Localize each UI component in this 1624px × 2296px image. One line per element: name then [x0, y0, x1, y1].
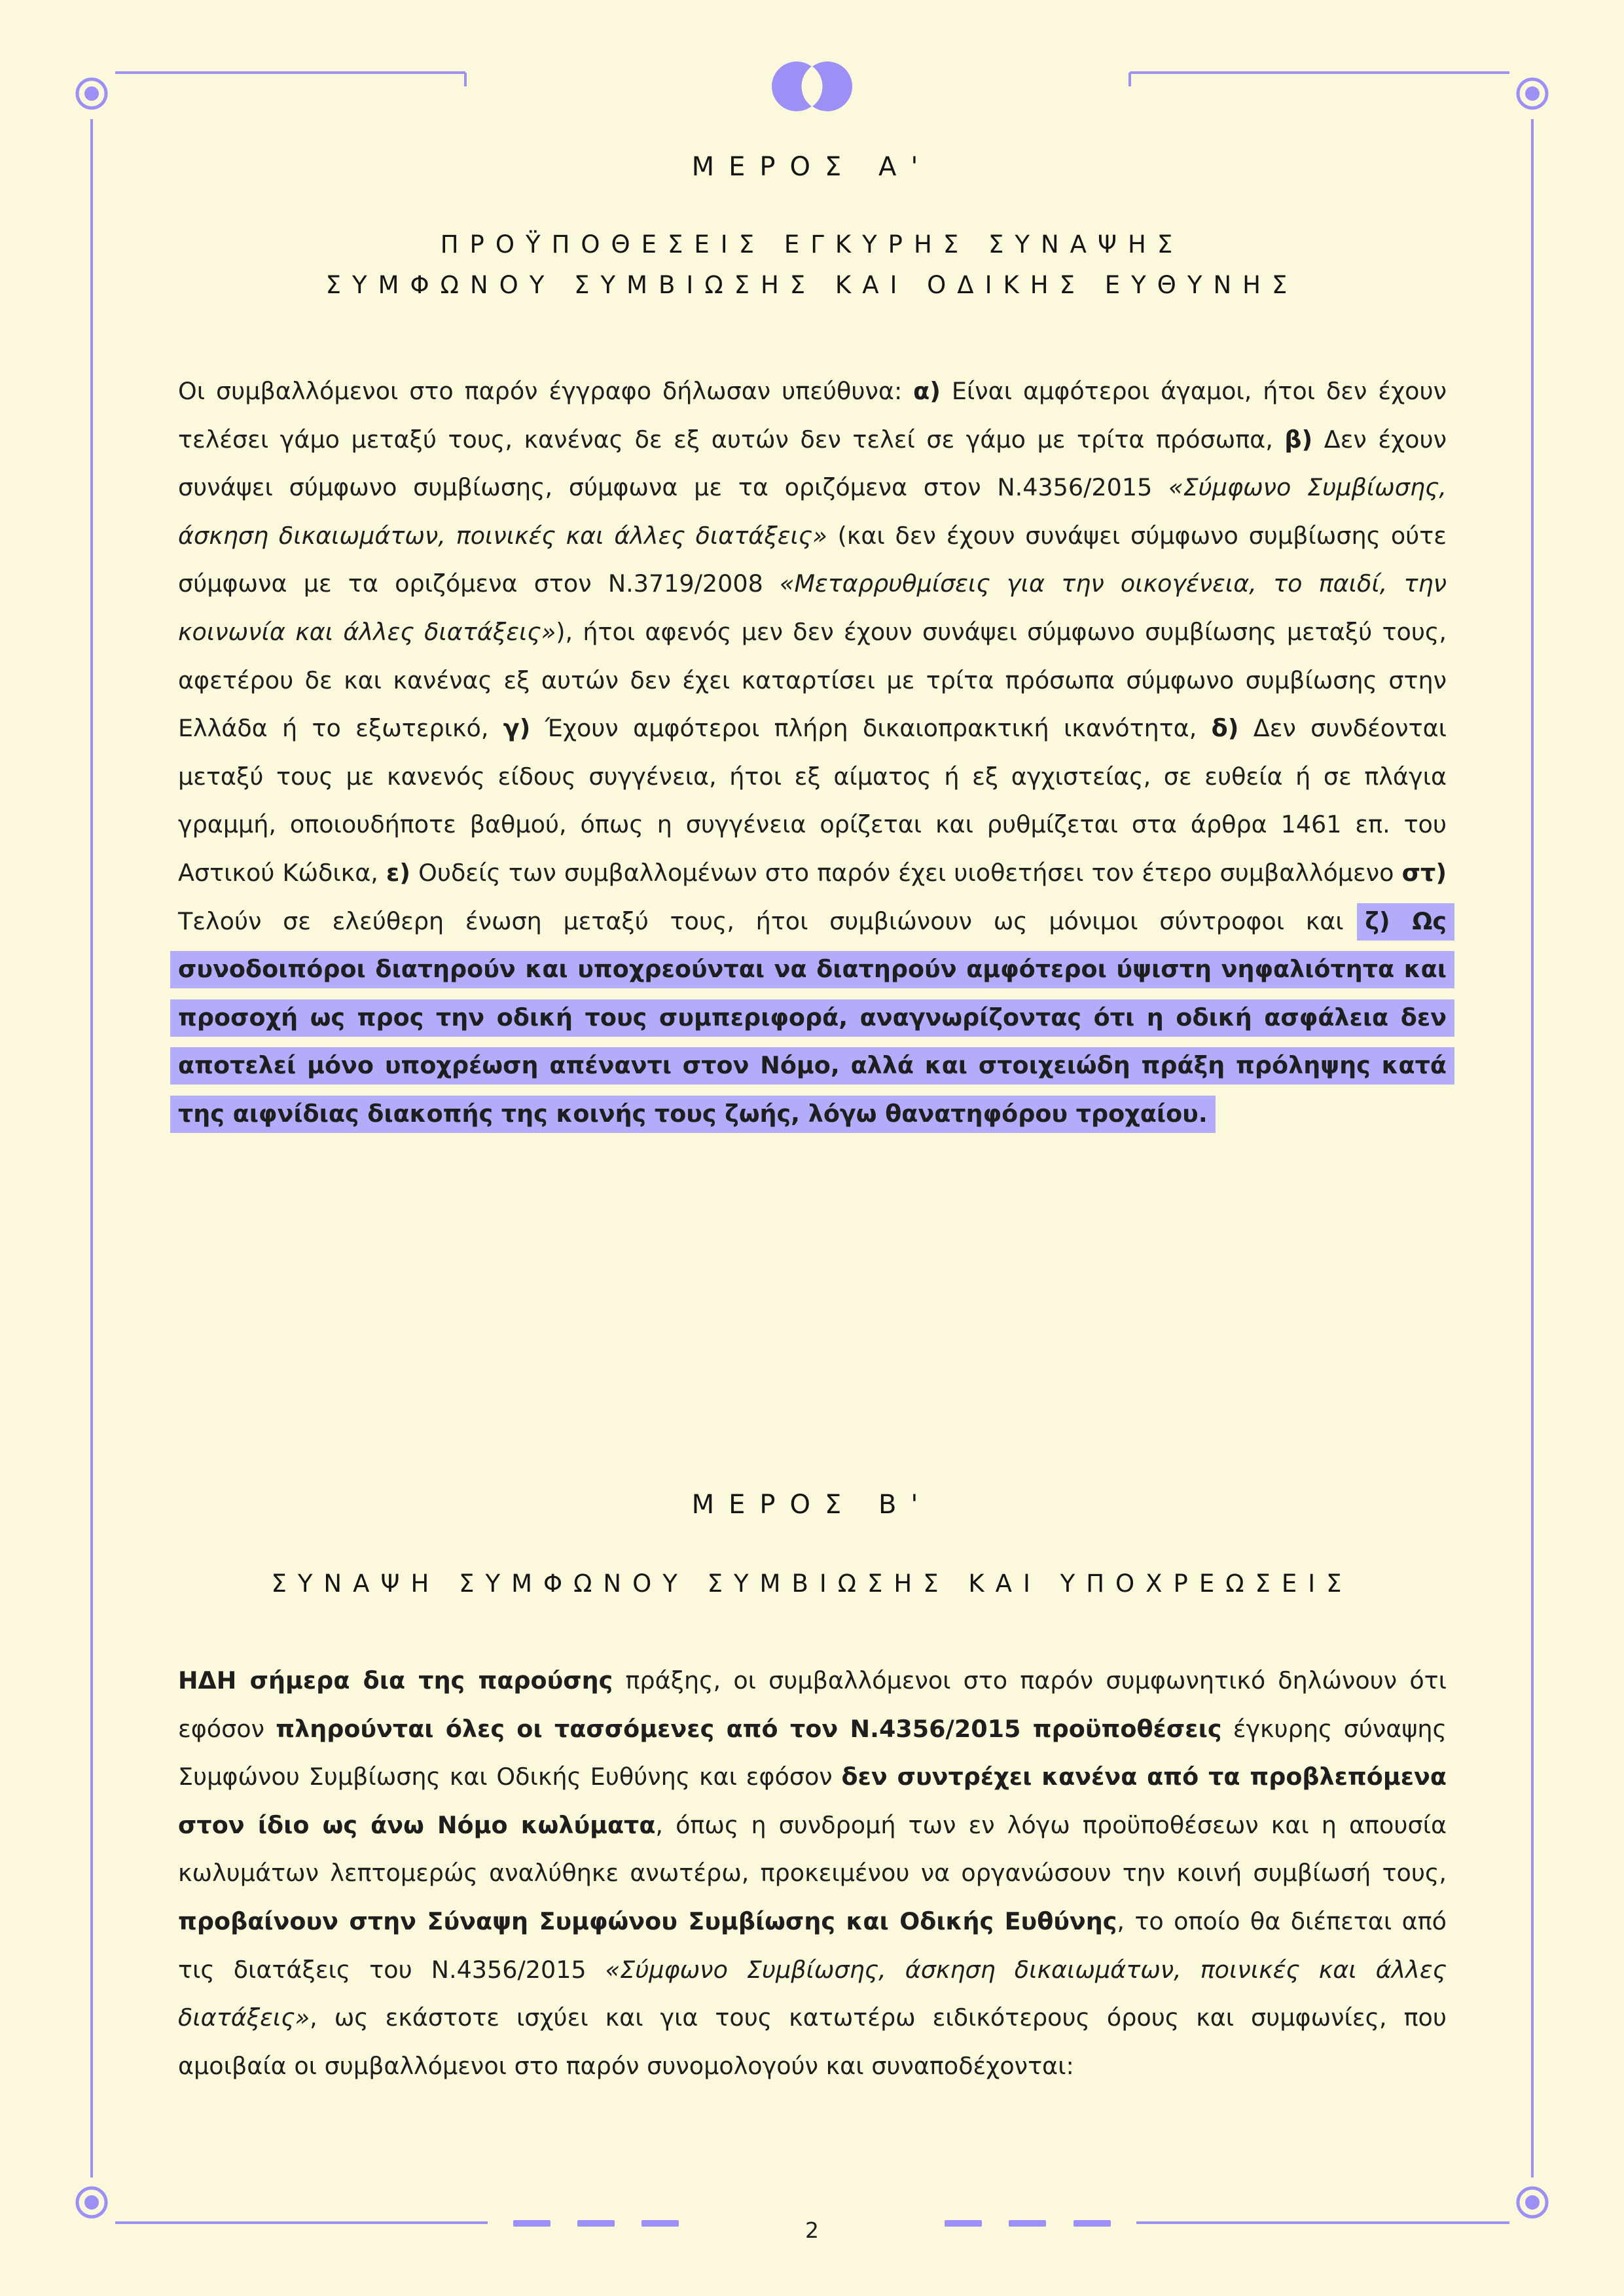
law-title-3719: «Μεταρρυθμίσεις για την οικογένεια, το παιδί, την κοινωνία και άλλες διατάξεις» [178, 569, 1447, 646]
bold-run: πληρούνται όλες οι τασσόμενες από τον Ν.4356/2015 προϋποθέσεις [276, 1714, 1222, 1743]
highlighted-clause-z: ζ) Ως συνοδοιπόροι διατηρούν και υποχρεούνται να διατηρούν αμφότεροι ύψιστη νηφαλιότητα και προσοχή ως προς την οδική τους συμπεριφορά, αναγνωρίζοντας ότι η οδική ασφάλεια δεν αποτελεί μόνο υποχρέωση απέναντι στον Νόμο, αλλά και στοιχειώδη πράξη πρόληψης κατά της αιφνίδιας διακοπής της κοινής τους ζωής, λόγω θανατηφόρου τροχαίου. [178, 903, 1447, 1133]
rings-logo-icon [772, 62, 852, 111]
part-a-subtitle-line1: ΠΡΟΫΠΟΘΕΣΕΙΣ ΕΓΚΥΡΗΣ ΣΥΝΑΨΗΣ [440, 230, 1184, 259]
part-b-title: ΜΕΡΟΣ Β' [691, 1490, 933, 1520]
text-run: Δεν συνδέονται μεταξύ τους με κανενός είδους συγγένεια, ήτοι εξ αίματος ή εξ αγχιστείας, σε ευθεία ή σε πλάγια γραμμή, οποιουδήποτε βαθμού, όπως η συγγένεια ορίζεται και ρυθμίζεται στα άρθρα 1461 επ. του Αστικού Κώδικα, [178, 714, 1447, 887]
part-b-subtitle: ΣΥΝΑΨΗ ΣΥΜΦΩΝΟΥ ΣΥΜΒΙΩΣΗΣ ΚΑΙ ΥΠΟΧΡΕΩΣΕΙΣ [271, 1570, 1353, 1598]
page-number: 2 [805, 2217, 819, 2243]
text-run: έγκυρης σύναψης Συμφώνου Συμβίωσης και Οδικής Ευθύνης και εφόσον [178, 1714, 1447, 1791]
item-marker-d: δ) [1211, 714, 1239, 743]
text-run: , ως εκάστοτε ισχύει και για τους κατωτέρω ειδικότερους όρους και συμφωνίες, που αμοιβαία οι συμβαλλόμενοι στο παρόν συνομολογούν και συναποδέχονται: [178, 2003, 1447, 2080]
text-run: , όπως η συνδρομή των εν λόγω προϋποθέσεων και η απουσία κωλυμάτων λεπτομερώς αναλύθηκε ανωτέρω, προκειμένου να οργανώσουν την κοινή συμβίωσή τους, [178, 1810, 1447, 1888]
text-run: πράξης, οι συμβαλλόμενοι στο παρόν συμφωνητικό δηλώνουν ότι εφόσον [178, 1666, 1447, 1743]
item-marker-g: γ) [503, 714, 531, 743]
part-a-paragraph [178, 367, 1447, 1138]
text-run: ), ήτοι αφενός μεν δεν έχουν συνάψει σύμφωνο συμβίωσης μεταξύ τους, αφετέρου δε και κανένας εξ αυτών δεν έχει καταρτίσει με τρίτα πρόσωπα σύμφωνο συμβίωσης στην Ελλάδα ή το εξωτερικό, [178, 617, 1447, 743]
text-run: Είναι αμφότεροι άγαμοι, ήτοι δεν έχουν τελέσει γάμο μεταξύ τους, κανένας δε εξ αυτών δεν τελεί σε γάμο με τρίτα πρόσωπα, [178, 377, 1447, 454]
bold-run: προβαίνουν στην Σύναψη Συμφώνου Συμβίωσης και Οδικής Ευθύνης [178, 1907, 1117, 1935]
item-marker-a: α) [913, 377, 941, 405]
text-run: Δεν έχουν συνάψει σύμφωνο συμβίωσης, σύμφωνα με τα οριζόμενα στον Ν.4356/2015 [178, 425, 1447, 502]
text-run: Έχουν αμφότεροι πλήρη δικαιοπρακτική ικανότητα, [530, 714, 1212, 743]
text-run: Οι συμβαλλόμενοι στο παρόν έγγραφο δήλωσαν υπεύθυνα: [178, 377, 914, 405]
part-a-title: ΜΕΡΟΣ Α' [691, 152, 933, 182]
item-marker-e: ε) [386, 858, 410, 887]
bold-run: δεν συντρέχει κανένα από τα προβλεπόμενα στον ίδιο ως άνω Νόμο κωλύματα [178, 1763, 1447, 1839]
item-marker-st: στ) [1401, 858, 1447, 887]
text-run: Ουδείς των συμβαλλομένων στο παρόν έχει υιοθετήσει τον έτερο συμβαλλόμενο [410, 858, 1402, 887]
text-run: , το οποίο θα διέπεται από τις διατάξεις του Ν.4356/2015 [178, 1907, 1447, 1984]
bold-run: ΗΔΗ σήμερα δια της παρούσης [178, 1666, 613, 1695]
item-marker-b: β) [1284, 425, 1313, 454]
text-run: Τελούν σε ελεύθερη ένωση μεταξύ τους, ήτοι συμβιώνουν ως μόνιμοι σύντροφοι και [178, 906, 1365, 935]
law-title-4356: «Σύμφωνο Συμβίωσης, άσκηση δικαιωμάτων, ποινικές και άλλες διατάξεις» [178, 473, 1447, 550]
law-title-4356: «Σύμφωνο Συμβίωσης, άσκηση δικαιωμάτων, ποινικές και άλλες διατάξεις» [178, 1955, 1447, 2032]
part-a-subtitle-line2: ΣΥΜΦΩΝΟΥ ΣΥΜΒΙΩΣΗΣ ΚΑΙ ΟΔΙΚΗΣ ΕΥΘΥΝΗΣ [325, 271, 1299, 299]
text-run: (και δεν έχουν συνάψει σύμφωνο συμβίωσης ούτε σύμφωνα με τα οριζόμενα στον Ν.3719/2008 [178, 521, 1447, 598]
part-b-paragraph [178, 1657, 1447, 2090]
